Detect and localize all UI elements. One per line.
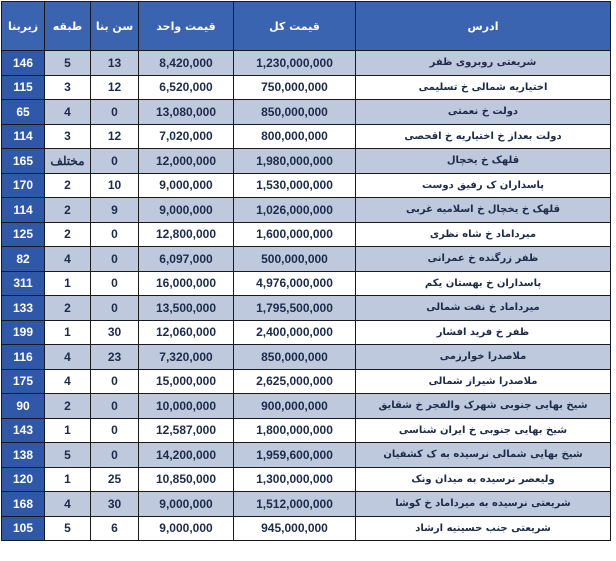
cell-age: 0 <box>91 222 139 247</box>
cell-total-price: 1,512,000,000 <box>234 492 356 517</box>
cell-floor: 5 <box>45 516 91 541</box>
cell-address: ولیعصر نرسیده به میدان ونک <box>356 467 611 492</box>
cell-age: 0 <box>91 247 139 272</box>
cell-unit-price: 13,080,000 <box>139 100 234 125</box>
cell-area: 90 <box>2 394 45 419</box>
table-row <box>2 271 611 296</box>
cell-unit-price: 7,020,000 <box>139 124 234 149</box>
cell-address: اختیاریه شمالی خ تسلیمی <box>356 75 611 100</box>
table-row <box>2 467 611 492</box>
cell-floor: 4 <box>45 369 91 394</box>
table-row <box>2 149 611 174</box>
cell-total-price: 1,600,000,000 <box>234 222 356 247</box>
header-total-price: قیمت کل <box>234 2 356 51</box>
cell-floor: 2 <box>45 173 91 198</box>
table-row <box>2 100 611 125</box>
cell-address: میرداماد خ شاه نظری <box>356 222 611 247</box>
cell-unit-price: 10,000,000 <box>139 394 234 419</box>
header-address: ادرس <box>356 2 611 51</box>
cell-floor: 3 <box>45 75 91 100</box>
table-row <box>2 492 611 517</box>
table-row <box>2 75 611 100</box>
cell-total-price: 1,980,000,000 <box>234 149 356 174</box>
table-row <box>2 222 611 247</box>
cell-total-price: 2,400,000,000 <box>234 320 356 345</box>
cell-floor: 1 <box>45 418 91 443</box>
cell-age: 30 <box>91 492 139 517</box>
cell-total-price: 750,000,000 <box>234 75 356 100</box>
cell-area: 82 <box>2 247 45 272</box>
cell-area: 168 <box>2 492 45 517</box>
cell-unit-price: 7,320,000 <box>139 345 234 370</box>
cell-floor: 4 <box>45 100 91 125</box>
cell-floor: 2 <box>45 198 91 223</box>
cell-unit-price: 6,520,000 <box>139 75 234 100</box>
cell-floor: 2 <box>45 222 91 247</box>
cell-age: 10 <box>91 173 139 198</box>
cell-total-price: 1,026,000,000 <box>234 198 356 223</box>
header-area: زیربنا <box>2 2 45 51</box>
cell-address: ظفر زرگنده خ عمرانی <box>356 247 611 272</box>
cell-age: 0 <box>91 369 139 394</box>
table-row <box>2 369 611 394</box>
cell-floor: 4 <box>45 492 91 517</box>
table-row <box>2 247 611 272</box>
table-row <box>2 345 611 370</box>
cell-address: شریعتی روبروی ظفر <box>356 51 611 76</box>
cell-total-price: 800,000,000 <box>234 124 356 149</box>
cell-address: شیخ بهایی شمالی نرسیده به ک کشفیان <box>356 443 611 468</box>
table-row <box>2 418 611 443</box>
cell-age: 30 <box>91 320 139 345</box>
cell-total-price: 500,000,000 <box>234 247 356 272</box>
header-unit-price: قیمت واحد <box>139 2 234 51</box>
cell-address: ظفر خ فرید افشار <box>356 320 611 345</box>
cell-age: 0 <box>91 100 139 125</box>
cell-age: 9 <box>91 198 139 223</box>
property-table <box>1 1 611 541</box>
cell-total-price: 1,800,000,000 <box>234 418 356 443</box>
header-age: سن بنا <box>91 2 139 51</box>
cell-address: شریعتی نرسیده به میرداماد خ کوشا <box>356 492 611 517</box>
cell-total-price: 850,000,000 <box>234 345 356 370</box>
cell-unit-price: 12,800,000 <box>139 222 234 247</box>
cell-total-price: 1,300,000,000 <box>234 467 356 492</box>
cell-age: 0 <box>91 149 139 174</box>
cell-age: 12 <box>91 124 139 149</box>
header-floor: طبقه <box>45 2 91 51</box>
cell-age: 0 <box>91 271 139 296</box>
cell-area: 114 <box>2 198 45 223</box>
cell-area: 120 <box>2 467 45 492</box>
cell-age: 13 <box>91 51 139 76</box>
cell-unit-price: 8,420,000 <box>139 51 234 76</box>
cell-address: قلهک خ یخچال <box>356 149 611 174</box>
cell-area: 105 <box>2 516 45 541</box>
cell-total-price: 1,959,600,000 <box>234 443 356 468</box>
cell-floor: 1 <box>45 467 91 492</box>
table-row <box>2 394 611 419</box>
cell-floor: مختلف <box>45 149 91 174</box>
cell-address: دولت خ نعمتی <box>356 100 611 125</box>
cell-floor: 4 <box>45 247 91 272</box>
cell-total-price: 1,530,000,000 <box>234 173 356 198</box>
cell-unit-price: 15,000,000 <box>139 369 234 394</box>
cell-area: 65 <box>2 100 45 125</box>
header-row <box>2 2 611 51</box>
cell-area: 146 <box>2 51 45 76</box>
cell-total-price: 2,625,000,000 <box>234 369 356 394</box>
cell-area: 199 <box>2 320 45 345</box>
cell-address: پاسداران ک رفیق دوست <box>356 173 611 198</box>
cell-area: 143 <box>2 418 45 443</box>
cell-floor: 5 <box>45 51 91 76</box>
table-body <box>2 51 611 541</box>
cell-age: 6 <box>91 516 139 541</box>
cell-unit-price: 9,000,000 <box>139 492 234 517</box>
cell-area: 125 <box>2 222 45 247</box>
table-row <box>2 51 611 76</box>
cell-total-price: 900,000,000 <box>234 394 356 419</box>
table-row <box>2 516 611 541</box>
cell-floor: 5 <box>45 443 91 468</box>
cell-area: 114 <box>2 124 45 149</box>
cell-floor: 2 <box>45 296 91 321</box>
cell-address: شیخ بهایی جنوبی شهرک والفجر خ شقایق <box>356 394 611 419</box>
cell-total-price: 1,230,000,000 <box>234 51 356 76</box>
table-row <box>2 124 611 149</box>
cell-address: قلهک خ یخچال خ اسلامیه غربی <box>356 198 611 223</box>
cell-total-price: 4,976,000,000 <box>234 271 356 296</box>
table-row <box>2 443 611 468</box>
cell-total-price: 1,795,500,000 <box>234 296 356 321</box>
cell-address: شیخ بهایی جنوبی خ ایران شناسی <box>356 418 611 443</box>
table-row <box>2 296 611 321</box>
cell-floor: 2 <box>45 394 91 419</box>
cell-unit-price: 16,000,000 <box>139 271 234 296</box>
cell-area: 175 <box>2 369 45 394</box>
cell-unit-price: 12,000,000 <box>139 149 234 174</box>
cell-floor: 1 <box>45 271 91 296</box>
cell-age: 0 <box>91 394 139 419</box>
cell-area: 133 <box>2 296 45 321</box>
table-row <box>2 173 611 198</box>
cell-unit-price: 9,000,000 <box>139 516 234 541</box>
cell-total-price: 850,000,000 <box>234 100 356 125</box>
cell-unit-price: 9,000,000 <box>139 198 234 223</box>
cell-unit-price: 6,097,000 <box>139 247 234 272</box>
cell-floor: 1 <box>45 320 91 345</box>
cell-age: 0 <box>91 418 139 443</box>
cell-area: 138 <box>2 443 45 468</box>
cell-address: دولت بعداز خ اختیاریه خ اقحصی <box>356 124 611 149</box>
cell-address: ملاصدرا خوارزمی <box>356 345 611 370</box>
cell-unit-price: 14,200,000 <box>139 443 234 468</box>
cell-age: 25 <box>91 467 139 492</box>
cell-address: شریعتی جنب حسینیه ارشاد <box>356 516 611 541</box>
cell-unit-price: 9,000,000 <box>139 173 234 198</box>
cell-floor: 3 <box>45 124 91 149</box>
cell-unit-price: 13,500,000 <box>139 296 234 321</box>
cell-area: 311 <box>2 271 45 296</box>
cell-area: 115 <box>2 75 45 100</box>
cell-unit-price: 12,060,000 <box>139 320 234 345</box>
cell-age: 0 <box>91 296 139 321</box>
cell-area: 165 <box>2 149 45 174</box>
cell-area: 170 <box>2 173 45 198</box>
table-row <box>2 320 611 345</box>
cell-age: 12 <box>91 75 139 100</box>
table-row <box>2 198 611 223</box>
cell-age: 23 <box>91 345 139 370</box>
cell-address: ملاصدرا شیراز شمالی <box>356 369 611 394</box>
cell-unit-price: 10,850,000 <box>139 467 234 492</box>
cell-area: 116 <box>2 345 45 370</box>
cell-address: پاسداران خ بهستان یکم <box>356 271 611 296</box>
cell-address: میرداماد خ نفت شمالی <box>356 296 611 321</box>
cell-total-price: 945,000,000 <box>234 516 356 541</box>
cell-floor: 4 <box>45 345 91 370</box>
cell-age: 0 <box>91 443 139 468</box>
cell-unit-price: 12,587,000 <box>139 418 234 443</box>
